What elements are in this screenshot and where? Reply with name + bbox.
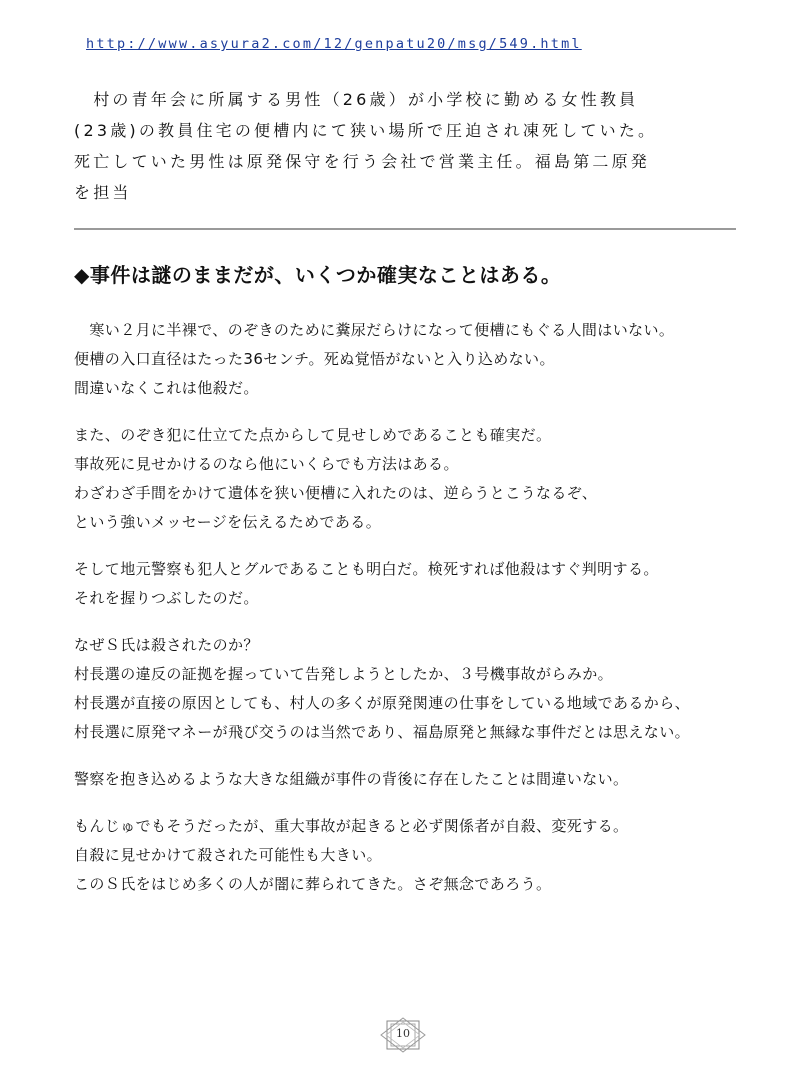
section-divider xyxy=(74,228,736,230)
intro-line: 村の青年会に所属する男性（26歳）が小学校に勤める女性教員 xyxy=(74,90,639,109)
intro-line: (23歳)の教員住宅の便槽内にて狭い場所で圧迫され凍死していた。 xyxy=(74,121,658,140)
page-number: 10 xyxy=(396,1027,410,1040)
text-line: という強いメッセージを伝えるためである。 xyxy=(74,513,382,531)
text-line: このＳ氏をはじめ多くの人が闇に葬られてきた。さぞ無念であろう。 xyxy=(74,875,552,893)
text-line: 村長選が直接の原因としても、村人の多くが原発関連の仕事をしている地域であるから、 xyxy=(74,694,691,712)
text-line: もんじゅでもそうだったが、重大事故が起きると必ず関係者が自殺、変死する。 xyxy=(74,817,629,835)
intro-text xyxy=(74,84,744,208)
intro-line: を担当 xyxy=(74,183,132,202)
text-line: 警察を抱き込めるような大きな組織が事件の背後に存在したことは間違いない。 xyxy=(74,770,629,788)
page-number-badge xyxy=(379,1017,427,1053)
text-line: 村長選の違反の証拠を握っていて告発しようとしたか、３号機事故がらみか。 xyxy=(74,665,614,683)
text-line: 事故死に見せかけるのなら他にいくらでも方法はある。 xyxy=(74,455,459,473)
paragraph xyxy=(74,316,754,403)
text-line: 村長選に原発マネーが飛び交うのは当然であり、福島原発と無縁な事件だとは思えない。 xyxy=(74,723,691,741)
text-line: 自殺に見せかけて殺された可能性も大きい。 xyxy=(74,846,383,864)
text-line: また、のぞき犯に仕立てた点からして見せしめであることも確実だ。 xyxy=(74,426,552,444)
text-line: それを握りつぶしたのだ。 xyxy=(74,589,259,607)
paragraph xyxy=(74,555,754,613)
text-line: そして地元警察も犯人とグルであることも明白だ。検死すれば他殺はすぐ判明する。 xyxy=(74,560,659,578)
article-body xyxy=(74,316,754,917)
paragraph xyxy=(74,812,754,899)
text-line: 間違いなくこれは他殺だ。 xyxy=(74,379,259,397)
paragraph xyxy=(74,631,754,747)
text-line: 寒い２月に半裸で、のぞきのために糞尿だらけになって便槽にもぐる人間はいない。 xyxy=(74,321,675,339)
text-line: わざわざ手間をかけて遺体を狭い便槽に入れたのは、逆らうとこうなるぞ、 xyxy=(74,484,598,502)
intro-line: 死亡していた男性は原発保守を行う会社で営業主任。福島第二原発 xyxy=(74,152,651,171)
section-heading: ◆事件は謎のままだが、いくつか確実なことはある。 xyxy=(74,263,562,287)
text-line: 便槽の入口直径はたった36センチ。死ぬ覚悟がないと入り込めない。 xyxy=(74,350,555,368)
text-line: なぜＳ氏は殺されたのか？ xyxy=(74,636,259,654)
paragraph xyxy=(74,765,754,794)
source-link[interactable]: http://www.asyura2.com/12/genpatu20/msg/549.html xyxy=(86,36,582,52)
paragraph xyxy=(74,421,754,537)
